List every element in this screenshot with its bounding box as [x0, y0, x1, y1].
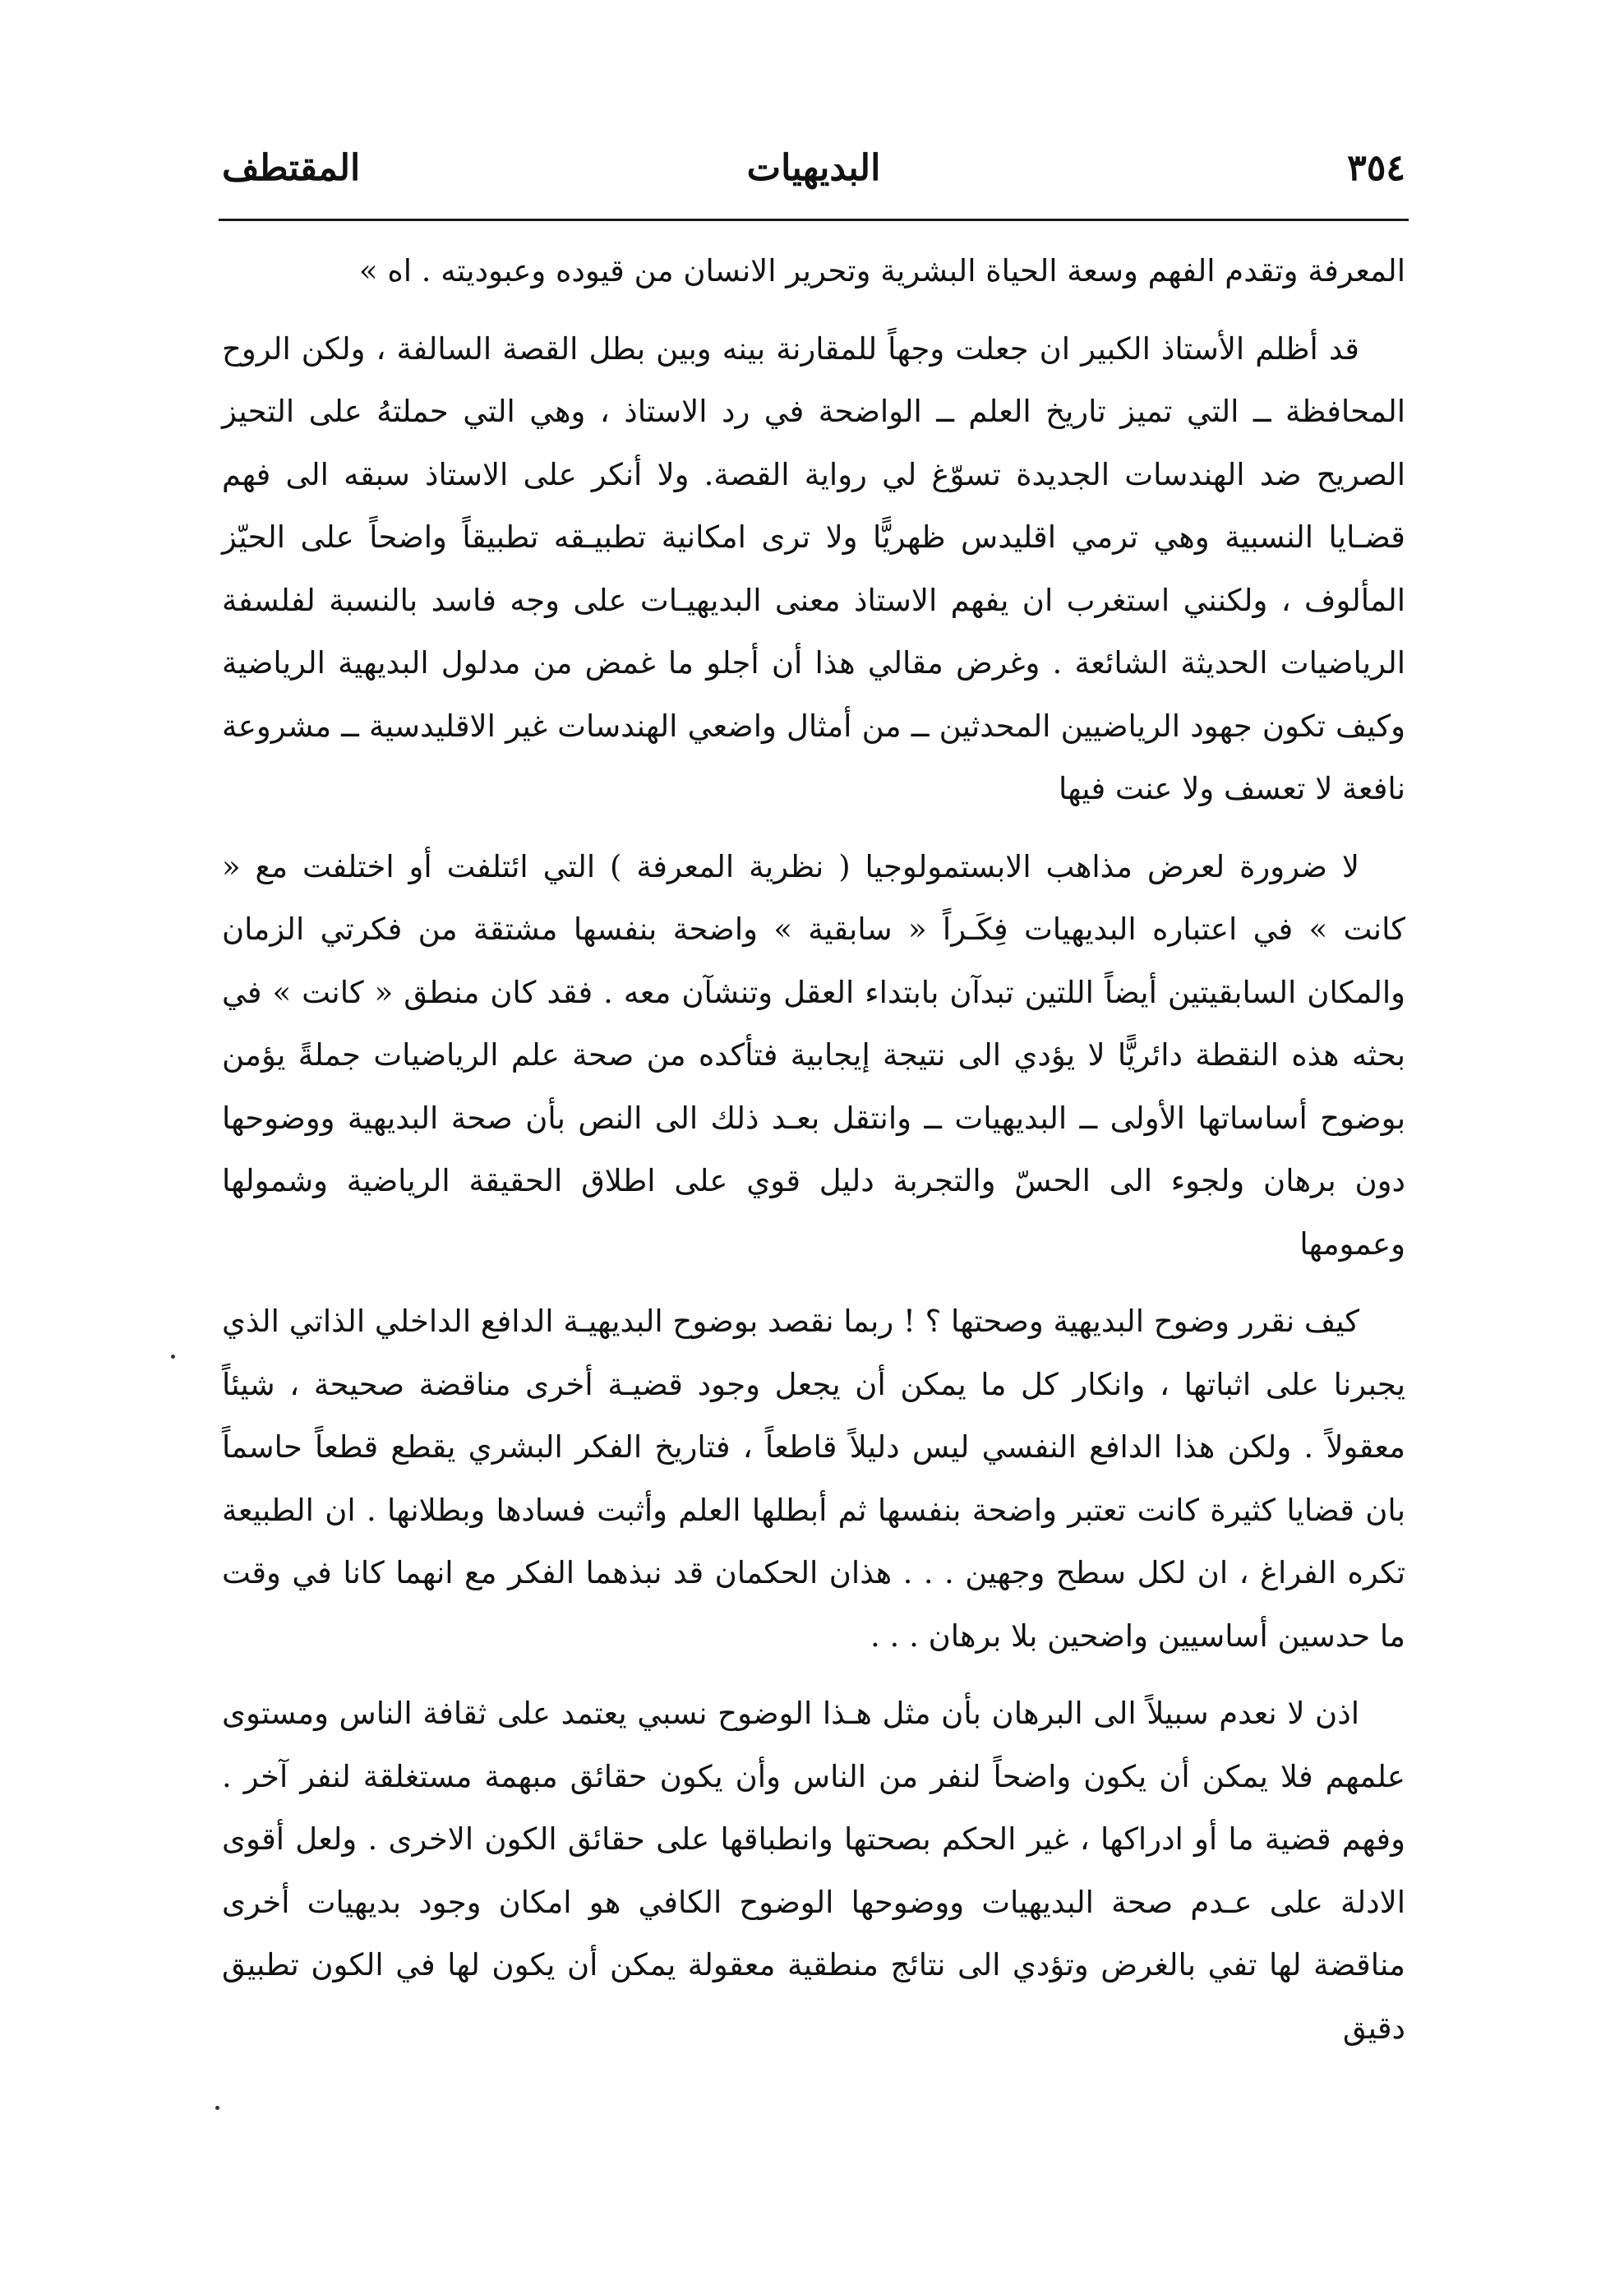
journal-name: المقتطف — [222, 147, 361, 189]
header-rule — [219, 219, 1409, 221]
paragraph: كيف نقرر وضوح البديهية وصحتها ؟ ! ربما نقصد بوضوح البديهيـة الدافع الداخلي الذاتي الذي يجبرنا على اثباتها ، وانكار كل ما يمكن أن يجعل وجود قضيـة أخرى مناقضة صحيحة ، شيئاً معقولاً . ولكن هذا الدافع النفسي ليس دليلاً قاطعاً ، فتاريخ الفكر البشري يقطع قطعاً حاسماً بان قضايا كثيرة كانت تعتبر واضحة بنفسها ثم أبطلها العلم وأثبت فسادها وبطلانها . ان الطبيعة تكره الفراغ ، ان لكل سطح وجهين . . . هذان الحكمان قد نبذهما الفكر مع انهما كانا في وقت ما حدسين أساسيين واضحين بلا برهان . . . — [222, 1304, 1405, 1654]
section-title: البديهيات — [746, 147, 881, 189]
paragraph: اذن لا نعدم سبيلاً الى البرهان بأن مثل هـذا الوضوح نسبي يعتمد على ثقافة الناس ومستوى علمهم فلا يمكن أن يكون واضحاً لنفر من الناس وأن يكون حقائق مبهمة مستغلقة لنفر آخر . وفهم قضية ما أو ادراكها ، غير الحكم بصحتها وانطباقها على حقائق الكون الاخرى . ولعل أقوى الادلة على عـدم صحة البديهيات ووضوحها الوضوح الكافي هو امكان وجود بديهيات أخرى مناقضة لها تفي بالغرض وتؤدي الى نتائج منطقية معقولة يمكن أن يكون لها في الكون تطبيق دقيق — [222, 1696, 1405, 2046]
paragraph: قد أظلم الأستاذ الكبير ان جعلت وجهاً للمقارنة بينه وبين بطل القصة السالفة ، ولكن الروح المحافظة ــ التي تميز تاريخ العلم ــ الواضحة في رد الاستاذ ، وهي التي حملتهُ على التحيز الصريح ضد الهندسات الجديدة تسوّغ لي رواية القصة. ولا أنكر على الاستاذ سبقه الى فهم قضـايا النسبية وهي ترمي اقليدس ظهريًّا ولا ترى امكانية تطبيـقه تطبيقاً واضحاً على الحيّز المألوف ، ولكنني استغرب ان يفهم الاستاذ معنى البديهيـات على وجه فاسد بالنسبة لفلسفة الرياضيات الحديثة الشائعة . وغرض مقالي هذا أن أجلو ما غمض من مدلول البديهية الرياضية وكيف تكون جهود الرياضيين المحدثين ــ من أمثال واضعي الهندسات غير الاقليدسية ــ مشروعة نافعة لا تعسف ولا عنت فيها — [222, 330, 1405, 806]
scan-speck — [215, 2106, 219, 2110]
page-number: ٣٥٤ — [1347, 147, 1405, 189]
article-body — [222, 240, 1405, 2075]
running-head — [222, 136, 1405, 201]
paragraph-continued: المعرفة وتقدم الفهم وسعة الحياة البشرية وتحرير الانسان من قيوده وعبوديته . اه » — [358, 253, 1405, 288]
paragraph: لا ضرورة لعرض مذاهب الابستمولوجيا ( نظرية المعرفة ) التي ائتلفت أو اختلفت مع « كانت » في اعتباره البديهيات فِكَـراً « سابقية » واضحة بنفسها مشتقة من فكرتي الزمان والمكان السابقيتين أيضاً اللتين تبدآن بابتداء العقل وتنشآن معه . فقد كان منطق « كانت » في بحثه هذه النقطة دائريًّا لا يؤدي الى نتيجة إيجابية فتأكده من صحة علم الرياضيات جملةً يؤمن بوضوح أساساتها الأولى ــ البديهيات ــ وانتقل بعـد ذلك الى النص بأن صحة البديهية ووضوحها دون برهان ولجوء الى الحسّ والتجربة دليل قوي على اطلاق الحقيقة الرياضية وشمولها وعمومها — [222, 848, 1405, 1262]
scan-speck — [171, 1355, 175, 1359]
